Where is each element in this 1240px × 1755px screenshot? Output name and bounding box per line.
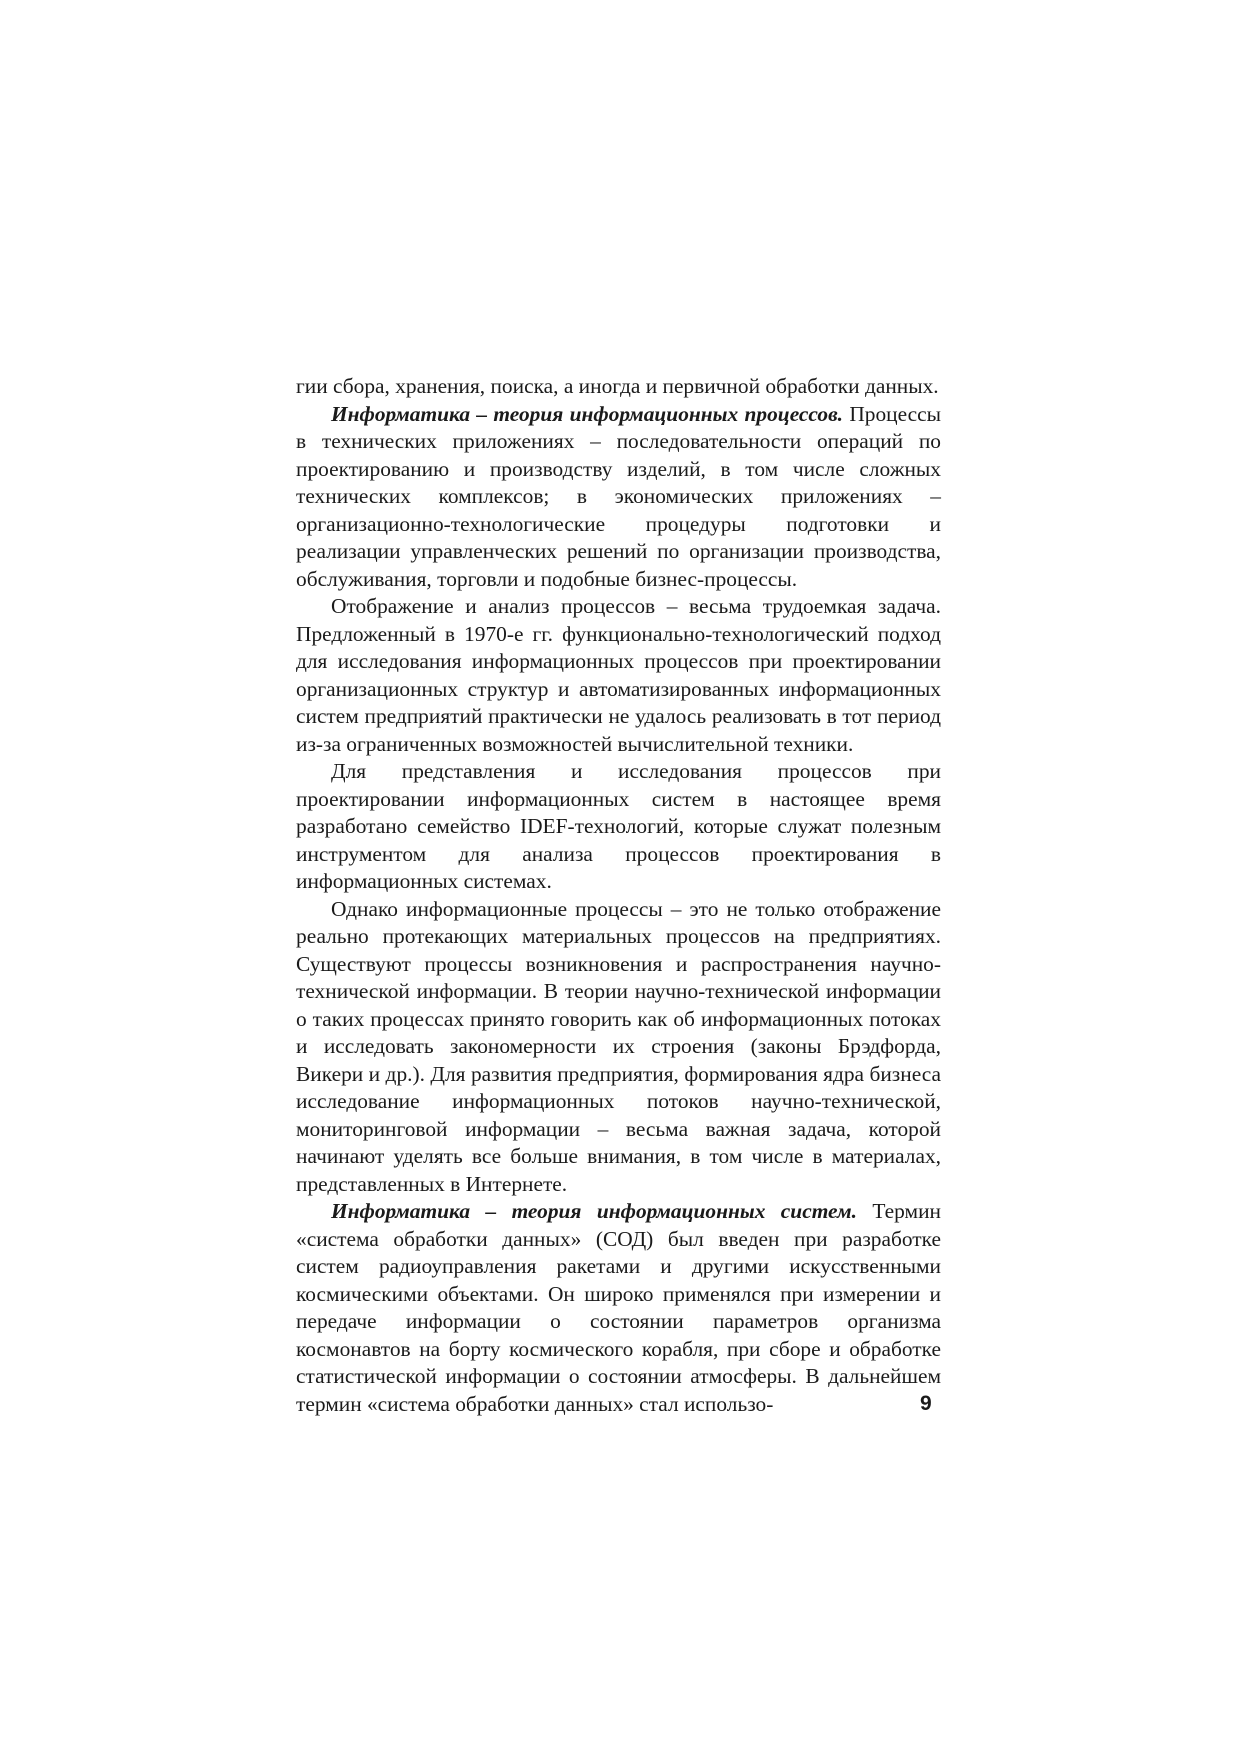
paragraph-2-lead: Информатика – теория информационных процессов. (331, 401, 843, 426)
paragraph-4-text: Для представления и исследования процессов при проектировании информационных систем в настоящее время разработано семейство IDEF-технологий, которые служат полезным инструментом для анализа процессов проектирования в информационных системах. (296, 759, 941, 893)
paragraph-6 (296, 1198, 941, 1418)
paragraph-5 (296, 896, 941, 1199)
paragraph-4 (296, 758, 941, 896)
paragraph-1 (296, 373, 941, 401)
body-text (296, 373, 941, 1418)
paragraph-2 (296, 401, 941, 594)
page-number: 9 (920, 1392, 932, 1415)
paragraph-6-lead: Информатика – теория информационных систем. (331, 1199, 858, 1223)
paragraph-6-text: Термин «система обработки данных» (СОД) был введен при разработке систем радиоуправления ракетами и другими искусственными космическими объектами. Он широко применялся при измерении и передаче информации о состоянии параметров организма космонавтов на борту космического корабля, при сборе и обработке статистической информации о состоянии атмосферы. В дальнейшем термин «система обработки данных» стал использо- (296, 1199, 941, 1416)
paragraph-3-text: Отображение и анализ процессов – весьма трудоемкая задача. Предложенный в 1970-е гг. функционально-технологический подход для исследования информационных процессов при проектировании организационных структур и автоматизированных информационных систем предприятий практически не удалось реализовать в тот период из-за ограниченных возможностей вычислительной техники. (296, 594, 941, 756)
paragraph-2-text: Процессы в технических приложениях – последовательности операций по проектированию и производству изделий, в том числе сложных технических комплексов; в экономических приложениях – организационно-технологические процедуры подготовки и реализации управленческих решений по организации производства, обслуживания, торговли и подобные бизнес-процессы. (296, 401, 942, 591)
paragraph-5-text: Однако информационные процессы – это не только отображение реально протекающих материальных процессов на предприятиях. Существуют процессы возникновения и распространения научно-технической информации. В теории научно-технической информации о таких процессах принято говорить как об информационных потоках и исследовать закономерности их строения (законы Брэдфорда, Викери и др.). Для развития предприятия, формирования ядра бизнеса исследование информационных потоков научно-технической, мониторинговой информации – весьма важная задача, которой начинают уделять все больше внимания, в том числе в материалах, представленных в Интернете. (296, 896, 941, 1196)
paragraph-1-text: гии сбора, хранения, поиска, а иногда и первичной обработки данных. (296, 374, 939, 398)
paragraph-3 (296, 593, 941, 758)
